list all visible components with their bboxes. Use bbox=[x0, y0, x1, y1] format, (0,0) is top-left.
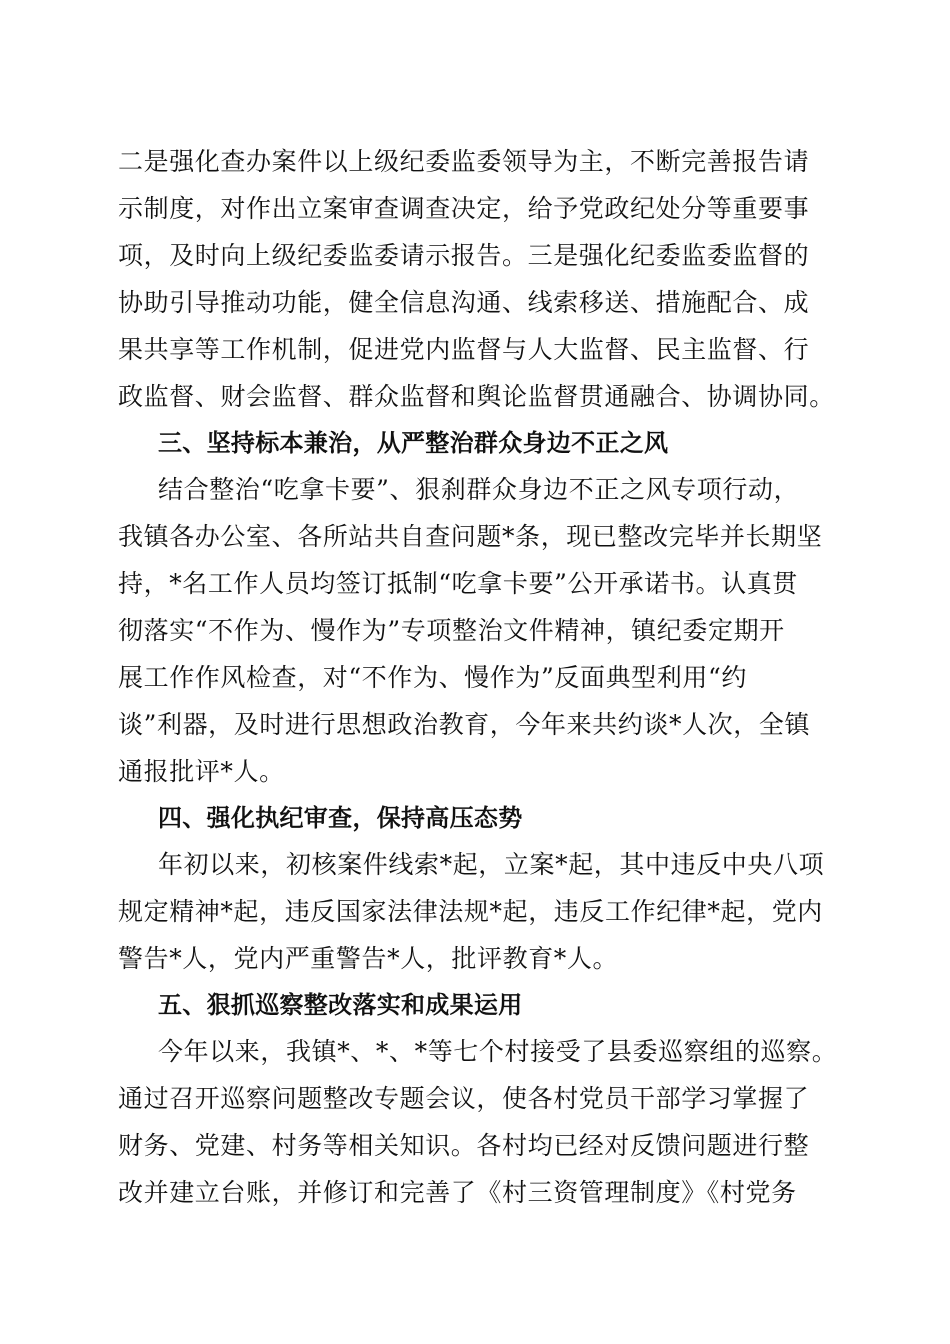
paragraph-line: 规定精神*起，违反国家法律法规*起，违反工作纪律*起，党内 bbox=[118, 897, 823, 926]
paragraph-line: 项，及时向上级纪委监委请示报告。三是强化纪委监委监督的 bbox=[118, 241, 810, 270]
paragraph-line: 我镇各办公室、各所站共自查问题*条，现已整改完毕并长期坚 bbox=[118, 522, 823, 551]
section-heading: 四、强化执纪审查，保持高压态势 bbox=[158, 804, 523, 832]
paragraph-line: 示制度，对作出立案审查调查决定，给予党政纪处分等重要事 bbox=[118, 194, 810, 223]
paragraph-line: 持，*名工作人员均签订抵制“吃拿卡要”公开承诺书。认真贯 bbox=[118, 569, 798, 598]
paragraph-line: 二是强化查办案件以上级纪委监委领导为主，不断完善报告请 bbox=[118, 147, 810, 176]
paragraph-line: 政监督、财会监督、群众监督和舆论监督贯通融合、协调协同。 bbox=[118, 382, 835, 411]
paragraph-line: 协助引导推动功能，健全信息沟通、线索移送、措施配合、成 bbox=[118, 288, 810, 317]
paragraph-line: 展工作作风检查，对“不作为、慢作为”反面典型利用“约 bbox=[118, 663, 747, 692]
section-heading: 五、狠抓巡察整改落实和成果运用 bbox=[158, 991, 523, 1019]
paragraph-line: 结合整治“吃拿卡要”、狠刹群众身边不正之风专项行动， bbox=[158, 475, 800, 504]
paragraph-line: 警告*人，党内严重警告*人，批评教育*人。 bbox=[118, 944, 619, 973]
paragraph-line: 谈”利器，及时进行思想政治教育，今年来共约谈*人次，全镇 bbox=[118, 710, 811, 739]
paragraph-line: 果共享等工作机制，促进党内监督与人大监督、民主监督、行 bbox=[118, 335, 810, 364]
paragraph-line: 改并建立台账，并修订和完善了《村三资管理制度》《村党务 bbox=[118, 1178, 797, 1207]
paragraph-line: 年初以来，初核案件线索*起，立案*起，其中违反中央八项 bbox=[158, 850, 825, 879]
paragraph-line: 彻落实“不作为、慢作为”专项整治文件精神，镇纪委定期开 bbox=[118, 616, 785, 645]
paragraph-line: 今年以来，我镇*、*、*等七个村接受了县委巡察组的巡察。 bbox=[158, 1037, 838, 1066]
section-heading: 三、坚持标本兼治，从严整治群众身边不正之风 bbox=[158, 429, 669, 457]
paragraph-line: 通过召开巡察问题整改专题会议，使各村党员干部学习掌握了 bbox=[118, 1084, 810, 1113]
paragraph-line: 财务、党建、村务等相关知识。各村均已经对反馈问题进行整 bbox=[118, 1131, 810, 1160]
paragraph-line: 通报批评*人。 bbox=[118, 757, 285, 786]
